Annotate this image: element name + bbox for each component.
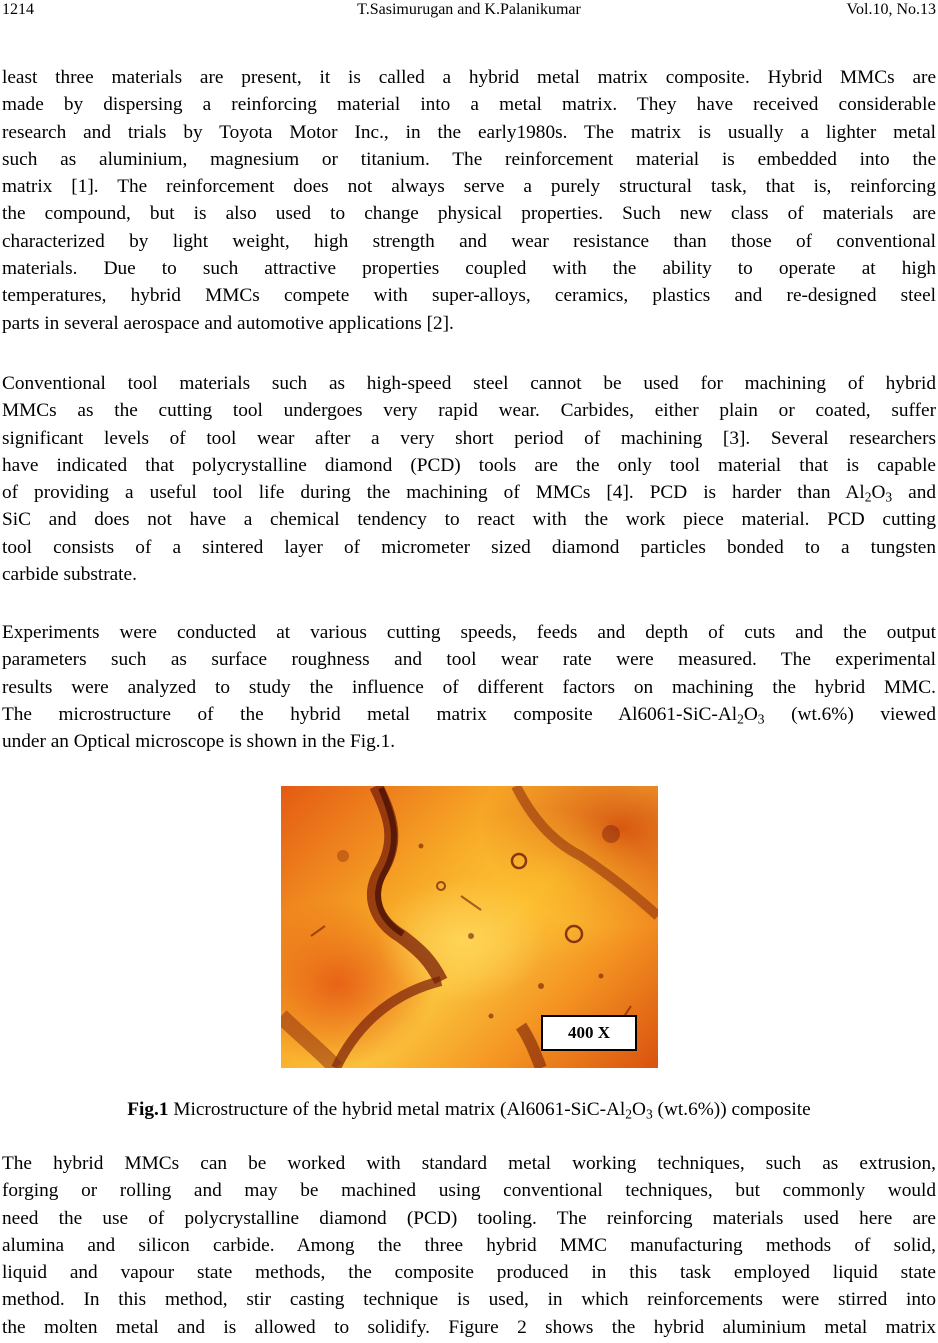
text-line: materials. Due to such attractive properties coupled with the ability to operate at high	[2, 258, 936, 280]
text-line: Conventional tool materials such as high-speed steel cannot be used for machining of hybrid	[2, 373, 936, 394]
text-line: The hybrid MMCs can be worked with standard metal working techniques, such as extrusion,	[2, 1153, 936, 1174]
magnification-label: 400 X	[541, 1015, 637, 1051]
text-line: least three materials are present, it is called a hybrid metal matrix composite. Hybrid MMCs are	[2, 67, 936, 88]
text-line: of providing a useful tool life during the machining of MMCs [4]. PCD is harder than $Al_2O_3$ and	[2, 482, 936, 505]
text-line: The microstructure of the hybrid metal matrix composite $Al6061-SiC-Al_2O_3$ (wt.6%) viewed	[2, 703, 936, 727]
paragraph-tool-materials	[2, 370, 936, 588]
paragraph-hybrid-mmc-intro	[2, 64, 936, 337]
text-line: have indicated that polycrystalline diamond (PCD) tools are the only tool material that is capable	[2, 454, 936, 476]
text-line: method. In this method, stir casting technique is used, in which reinforcements were stirred into	[2, 1289, 936, 1311]
text-line: SiC and does not have a chemical tendency to react with the work piece material. PCD cutting	[2, 509, 936, 531]
figure-caption: Fig.1 Microstructure of the hybrid metal matrix ($Al6061-SiC-Al_2O_3$ (wt.6%)) composite	[127, 1099, 811, 1122]
text-line: MMCs as the cutting tool undergoes very rapid wear. Carbides, either plain or coated, suffer	[2, 400, 936, 422]
paragraph-manufacturing	[2, 1150, 936, 1341]
text-line: characterized by light weight, high strength and wear resistance than those of conventional	[2, 230, 936, 252]
text-line: need the use of polycrystalline diamond (PCD) tooling. The reinforcing materials used here are	[2, 1207, 936, 1229]
page-number: 1214	[2, 1, 34, 18]
text-line: liquid and vapour state methods, the composite produced in this task employed liquid state	[2, 1262, 936, 1284]
text-line: under an Optical microscope is shown in the Fig.1.	[2, 731, 396, 753]
text-line: tool consists of a sintered layer of micrometer sized diamond particles bonded to a tungsten	[2, 536, 936, 558]
text-line: results were analyzed to study the influence of different factors on machining the hybrid MMC.	[2, 676, 936, 698]
text-line: parameters such as surface roughness and tool wear rate were measured. The experimental	[2, 649, 936, 671]
text-line: significant levels of tool wear after a very short period of machining [3]. Several researchers	[2, 427, 936, 449]
microstructure-image	[281, 786, 658, 1068]
header-authors: T.Sasimurugan and K.Palanikumar	[357, 1, 581, 18]
text-line: Experiments were conducted at various cutting speeds, feeds and depth of cuts and the output	[2, 622, 936, 643]
text-line: the compound, but is also used to change physical properties. Such new class of materials are	[2, 203, 936, 225]
text-line: parts in several aerospace and automotive applications [2].	[2, 312, 454, 334]
text-line: made by dispersing a reinforcing material into a metal matrix. They have received considerable	[2, 94, 936, 116]
header-volume: Vol.10, No.13	[846, 1, 936, 18]
text-line: such as aluminium, magnesium or titanium. The reinforcement material is embedded into the	[2, 148, 936, 170]
text-line: carbide substrate.	[2, 564, 137, 586]
text-line: matrix [1]. The reinforcement does not always serve a purely structural task, that is, reinforcing	[2, 176, 936, 198]
text-line: the molten metal and is allowed to solidify. Figure 2 shows the hybrid aluminium metal matrix	[2, 1316, 936, 1338]
text-line: temperatures, hybrid MMCs compete with super-alloys, ceramics, plastics and re-designed steel	[2, 285, 936, 307]
running-header	[2, 0, 936, 22]
text-line: alumina and silicon carbide. Among the three hybrid MMC manufacturing methods of solid,	[2, 1234, 936, 1256]
caption-label: Fig.1	[127, 1099, 169, 1120]
text-line: research and trials by Toyota Motor Inc., in the early1980s. The matrix is usually a lighter metal	[2, 121, 936, 143]
text-line: forging or rolling and may be machined using conventional techniques, but commonly would	[2, 1180, 936, 1202]
paragraph-experiments	[2, 619, 936, 755]
